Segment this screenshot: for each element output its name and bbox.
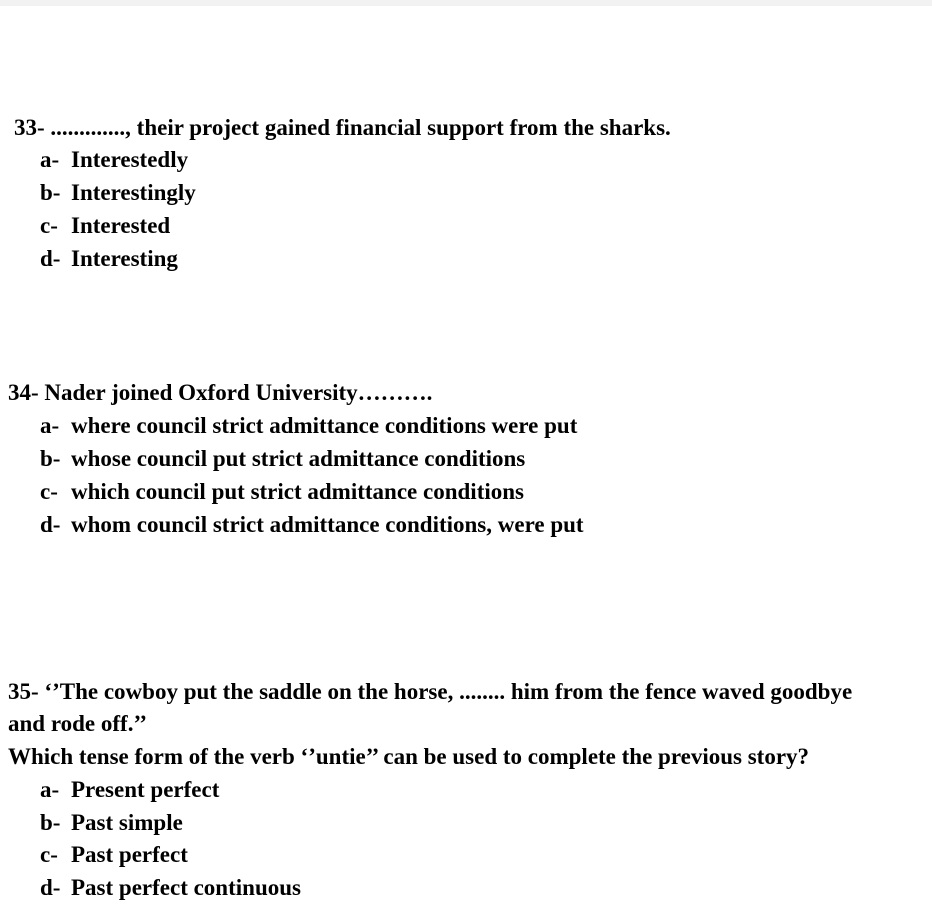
option-text: Past perfect continuous <box>71 874 301 900</box>
option-text: Interestingly <box>71 180 196 205</box>
question-number: 33- <box>14 115 45 140</box>
option-text: which council put strict admittance conditions <box>71 479 524 504</box>
option-letter: a- <box>40 413 60 438</box>
option-text: Past perfect <box>71 842 188 867</box>
option-text: whose council put strict admittance conditions <box>71 446 526 471</box>
option-b[interactable] <box>40 807 301 840</box>
options-list <box>40 774 301 904</box>
option-c[interactable] <box>40 475 584 508</box>
question-stem-line-1 <box>8 676 852 708</box>
options-list <box>40 143 196 275</box>
option-letter: c- <box>40 213 58 238</box>
option-text: Interestedly <box>71 147 189 172</box>
option-d[interactable] <box>40 508 584 541</box>
option-text: Interested <box>71 213 171 238</box>
options-list <box>40 409 584 541</box>
question-number: 34- <box>8 380 39 405</box>
option-letter: b- <box>40 180 61 205</box>
option-c[interactable] <box>40 839 301 872</box>
option-text: where council strict admittance conditions were put <box>71 413 578 438</box>
option-text: Past simple <box>71 809 183 835</box>
top-strip <box>0 0 932 6</box>
option-letter: d- <box>40 246 61 271</box>
option-b[interactable] <box>40 176 196 209</box>
option-letter: b- <box>40 446 61 471</box>
option-a[interactable] <box>40 143 196 176</box>
option-c[interactable] <box>40 209 196 242</box>
option-d[interactable] <box>40 872 301 905</box>
question-text: Nader joined Oxford University………. <box>44 380 433 405</box>
option-letter: d- <box>40 512 61 537</box>
option-letter: a- <box>40 147 60 172</box>
option-letter: c- <box>40 842 58 867</box>
option-b[interactable] <box>40 442 584 475</box>
option-letter: c- <box>40 479 58 504</box>
option-text: Interesting <box>71 246 178 271</box>
option-text: Present perfect <box>71 777 220 802</box>
option-letter: a- <box>40 777 60 802</box>
option-a[interactable] <box>40 774 301 807</box>
option-letter: b- <box>40 809 61 835</box>
option-text: whom council strict admittance conditions, were put <box>71 512 584 537</box>
question-stem-line-2: and rode off.’’ <box>8 711 148 736</box>
question-stem <box>8 377 432 409</box>
option-letter: d- <box>40 874 61 900</box>
question-stem <box>14 112 671 144</box>
question-number: 35- <box>8 679 39 704</box>
question-prompt: Which tense form of the verb ‘’untie’’ can be used to complete the previous story? <box>8 744 810 769</box>
option-d[interactable] <box>40 242 196 275</box>
question-text: ‘’The cowboy put the saddle on the horse, ........ him from the fence waved goodbye <box>44 679 853 704</box>
option-a[interactable] <box>40 409 584 442</box>
question-text: ............., their project gained financial support from the sharks. <box>50 115 671 140</box>
